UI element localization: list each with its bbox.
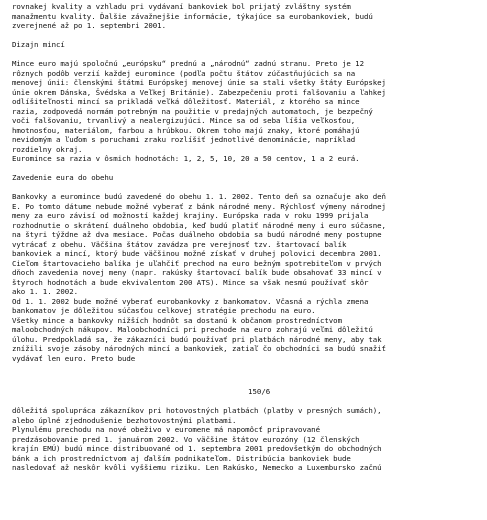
text-line: rozdielny okraj. [12,144,83,154]
text-line: únie okrem Dánska, Švédska a Veľkej Británie). Zabezpečeniu proti falšovaniu a ľahkej [12,87,386,97]
text-line: bánk a ich prostredníctvom aj ďalším podnikateľom. Distribúcia bankoviek bude [12,453,351,463]
page-number: 150/6 [248,387,271,396]
text-line: Všetky mince a bankovky nižších hodnôt sa dostanú k občanom prostredníctvom [12,315,342,325]
text-line: alebo úplné zjednodušenie bezhotovostnými platbami. [12,415,237,425]
text-line: zverejnené až po 1. septembri 2001. [12,21,166,30]
text-line: štyroch hodnotách a bude ekvivalentom 200 ATS). Mince sa však nesmú používať skôr [12,277,369,287]
text-line: rozhodnutie o skrátení duálneho obdobia, keď budú platiť národné meny i euro súčasne, [12,220,386,230]
text-line: hmotnosťou, materiálom, farbou a hrúbkou. Okrem toho majú znaky, ktoré pomáhajú [12,125,360,135]
text-line: Mince euro majú spoločnú „európsku“ prednú a „národnú“ zadnú stranu. Preto je 12 [12,59,364,68]
text-line: rôznych podôb verzií každej euromince (podľa počtu štátov zúčastňujúcich sa na [12,68,356,78]
text-line: ako 1. 1. 2002. [12,287,78,296]
text-line: razia, zodpovedá normám potrebným na použitie v predajných automatoch, je bezpečný [12,106,373,116]
text-line: predzásobovanie pred 1. januárom 2002. Vo väčšine štátov eurozóny (12 členských [12,434,360,444]
text-line: na štyri týždne až dva mesiace. Počas duálneho obdobia sa budú národné meny postupne [12,230,382,239]
text-line [12,183,482,193]
text-line: Od 1. 1. 2002 bude možné vyberať eurobankovky z bankomatov. Včasná a rýchla zmena [12,296,369,306]
text-line: voči falšovaniu, trvanlivý a nealergizujúci. Mince sa od seba líšia veľkosťou, [12,116,356,125]
text-line: maloobchodných nákupov. Maloobchodníci pri prechode na euro zohrajú veľmi dôležitú [12,325,373,334]
text-line: vytrácať z obehu. Väčšina štátov zavádza pre verejnosť tzv. štartovací balík [12,239,347,249]
text-line: meny za euro závisí od možností každej krajiny. Európska rada v roku 1999 prijala [12,211,369,220]
text-line: krajín EMÚ) budú mince distribuované od 1. septembra 2001 predovšetkým do obchodných [12,444,382,453]
document-text-bottom [12,406,482,473]
text-line: úlohu. Predpokladá sa, že zákazníci budú používať pri platbách národné meny, aby tak [12,334,382,344]
text-line: rovnakej kvality a vzhladu pri vydávaní bankoviek bol prijatý zvláštny systém [12,2,351,11]
text-line: Cieľom štartovacieho balíka je uľahčiť prechod na euro bežným spotrebiteľom v prvých [12,258,382,268]
text-line [12,164,482,174]
document-text-top [12,2,482,363]
text-line [12,50,482,60]
text-line: Bankovky a euromince budú zavedené do obehu 1. 1. 2002. Tento deň sa označuje ako deň [12,192,386,201]
text-line: dôležitá spolupráca zákazníkov pri hotovostných platbách (platby v presných sumách), [12,406,382,415]
text-line: vydávať len euro. Preto bude [12,353,136,363]
text-line: manažmentu kvality. Ďalšie závažnejšie informácie, týkajúce sa eurobankoviek, budú [12,11,373,21]
text-line: nevidomým a ľuďom s poruchami zraku rozlíšiť jednotlivé denominácie, napríklad [12,135,356,144]
text-line: znížili svoje zásoby národných mincí a bankoviek, zatiaľ čo obchodníci sa budú snažiť [12,344,386,353]
text-line [12,31,482,41]
text-line: bankomatov je dôležitou súčasťou celkovej stratégie prechodu na euro. [12,306,316,315]
text-line: Euromince sa razia v ôsmich hodnotách: 1, 2, 5, 10, 20 a 50 centov, 1 a 2 eurá. [12,154,360,163]
text-line: dňoch zavedenia novej meny (napr. rakúsky štartovací balík bude obsahovať 33 mincí v [12,268,382,277]
text-line: E. Po tomto dátume nebude možné vyberať z bánk národné meny. Rýchlosť výmeny národnej [12,201,386,211]
text-line: odlíšiteľnosti mincí sa prikladá veľká dôležitosť. Materiál, z ktorého sa mince [12,97,360,106]
text-line: Dizajn mincí [12,40,65,49]
text-line: bankoviek a mincí, ktorý bude väčšinou možné získať v druhej polovici decembra 2001. [12,249,382,258]
text-line: nasledovať až neskôr kvôli vyššiemu riziku. Len Rakúsko, Nemecko a Luxembursko začnú [12,463,382,472]
text-line: menovej únii: členskými štátmi Európskej menovej únie sa stali všetky štáty Európskej [12,78,386,87]
text-line: Plynulému prechodu na nové obeživo v euromene má napomôcť pripravované [12,425,320,434]
text-line: Zavedenie eura do obehu [12,173,114,182]
